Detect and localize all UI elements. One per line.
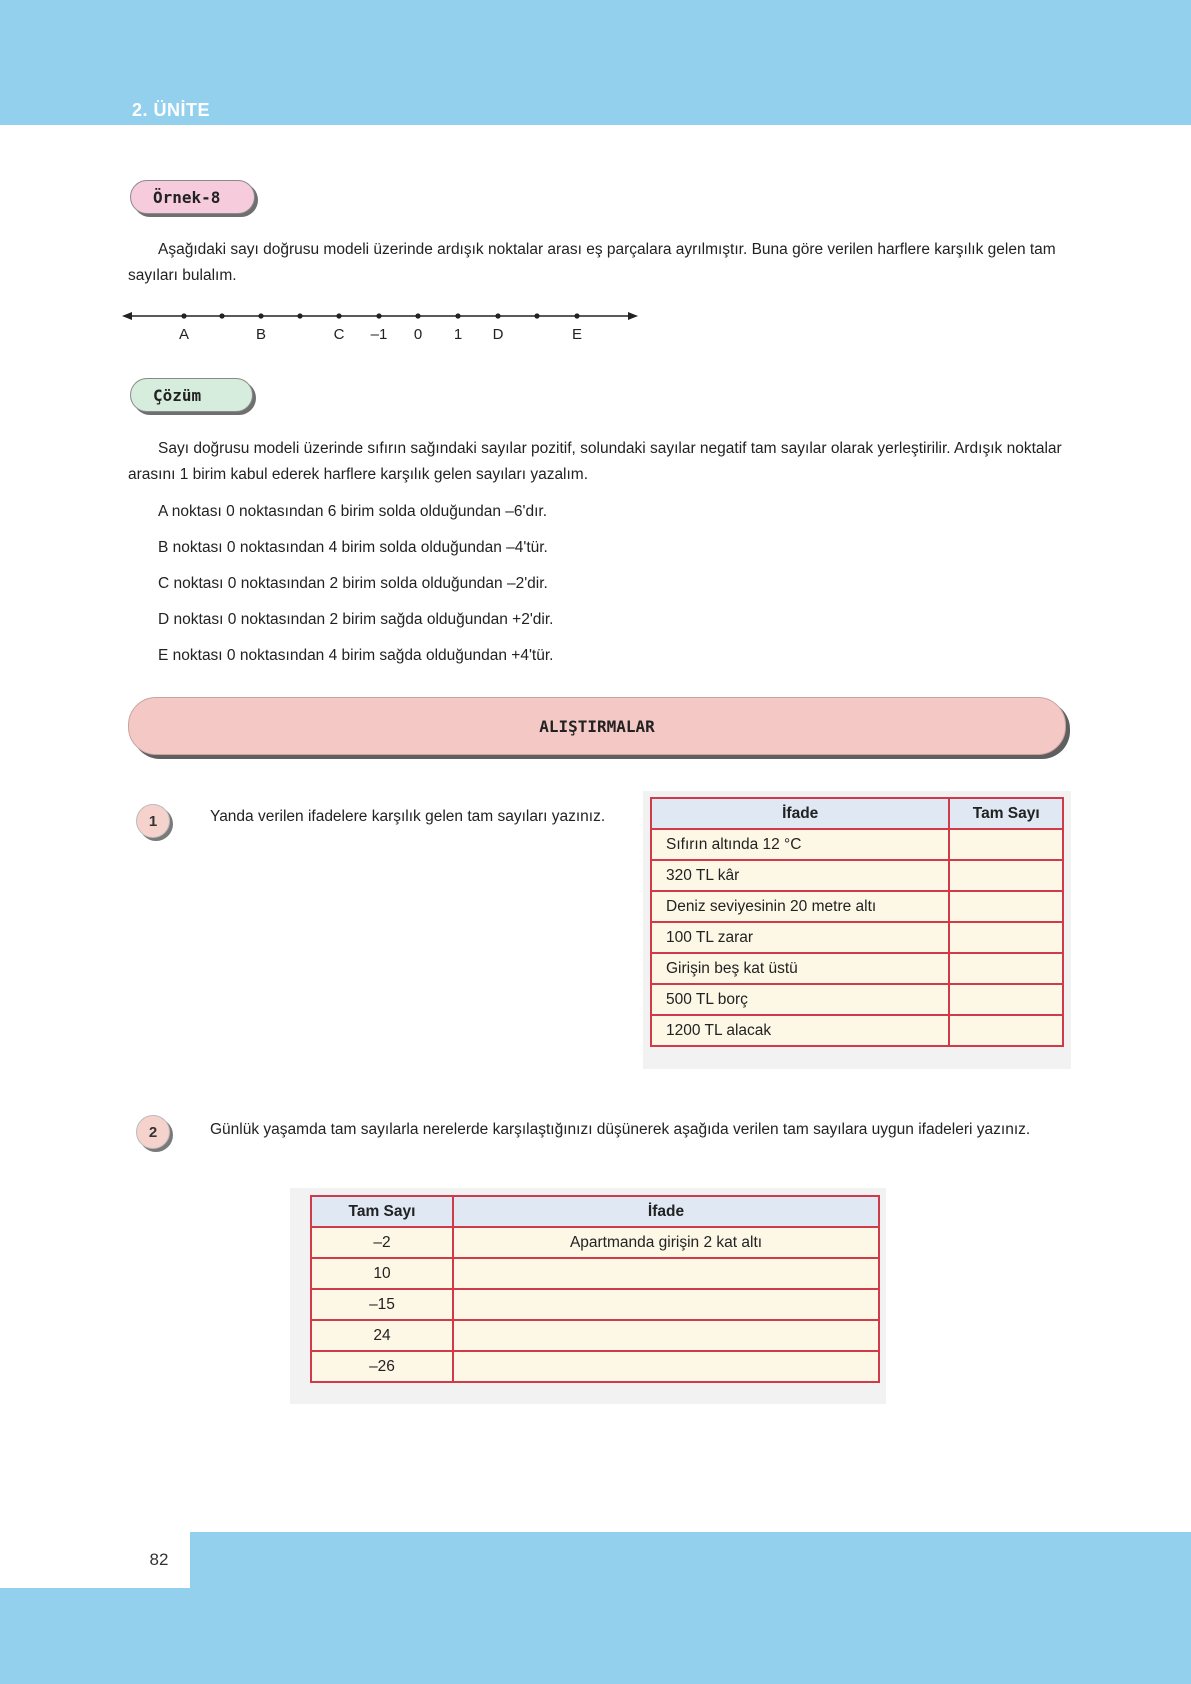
example-tag: Örnek-8: [130, 180, 255, 214]
answer-cell[interactable]: [949, 1015, 1063, 1046]
question-1-text: Yanda verilen ifadelere karşılık gelen tam sayıları yazınız.: [210, 808, 606, 825]
answer-cell[interactable]: [949, 891, 1063, 922]
table-row: 320 TL kâr: [651, 860, 949, 891]
table-row: Sıfırın altında 12 °C: [651, 829, 949, 860]
nl-label-c: C: [333, 326, 345, 343]
expression-cell[interactable]: [453, 1351, 879, 1382]
nl-label-e: E: [571, 326, 583, 343]
answer-cell[interactable]: [949, 829, 1063, 860]
table-row: 1200 TL alacak: [651, 1015, 949, 1046]
number-line: [122, 300, 642, 350]
integer-cell: –15: [311, 1289, 453, 1320]
question-2-text: Günlük yaşamda tam sayılarla nerelerde karşılaştığınızı düşünerek aşağıda verilen tam sayılara uygun ifadeleri yazınız.: [210, 1121, 1031, 1138]
integer-cell: –2: [311, 1227, 453, 1258]
expression-cell[interactable]: [453, 1320, 879, 1351]
table-2-header-int: Tam Sayı: [311, 1196, 453, 1227]
expression-cell[interactable]: Apartmanda girişin 2 kat altı: [453, 1227, 879, 1258]
expression-table: [650, 797, 1064, 1047]
nl-label-minus1: –1: [370, 326, 388, 343]
expression-cell[interactable]: [453, 1289, 879, 1320]
integer-cell: 10: [311, 1258, 453, 1289]
nl-label-1: 1: [453, 326, 463, 343]
question-1-number: 1: [136, 804, 170, 838]
solution-line: C noktası 0 noktasından 2 birim solda olduğundan –2'dir.: [158, 575, 548, 592]
table-1-header-int: Tam Sayı: [949, 798, 1063, 829]
integer-cell: 24: [311, 1320, 453, 1351]
solution-line: E noktası 0 noktasından 4 birim sağda olduğundan +4'tür.: [158, 647, 554, 664]
page-number: 82: [133, 1534, 185, 1586]
table-row: 500 TL borç: [651, 984, 949, 1015]
expression-cell[interactable]: [453, 1258, 879, 1289]
question-2-number: 2: [136, 1115, 170, 1149]
table-row: 100 TL zarar: [651, 922, 949, 953]
solution-line: B noktası 0 noktasından 4 birim solda olduğundan –4'tür.: [158, 539, 548, 556]
solution-intro: Sayı doğrusu modeli üzerinde sıfırın sağındaki sayılar pozitif, solundaki sayılar negatif tam sayılar olarak yerleştirilir. Ardışık noktalar arasını 1 birim kabul ederek harflere karşılık gelen sayıları yazalım.: [128, 440, 1062, 483]
answer-cell[interactable]: [949, 922, 1063, 953]
answer-cell[interactable]: [949, 984, 1063, 1015]
nl-label-b: B: [255, 326, 267, 343]
nl-label-d: D: [492, 326, 504, 343]
unit-label: 2. ÜNİTE: [132, 100, 211, 120]
integer-cell: –26: [311, 1351, 453, 1382]
answer-cell[interactable]: [949, 860, 1063, 891]
solution-line: A noktası 0 noktasından 6 birim solda olduğundan –6'dır.: [158, 503, 548, 520]
exercises-banner: ALIŞTIRMALAR: [128, 697, 1066, 755]
table-1-header-expr: İfade: [651, 798, 949, 829]
nl-label-a: A: [178, 326, 190, 343]
solution-tag: Çözüm: [130, 378, 253, 412]
table-2-header-expr: İfade: [453, 1196, 879, 1227]
nl-label-0: 0: [413, 326, 423, 343]
table-row: Deniz seviyesinin 20 metre altı: [651, 891, 949, 922]
table-row: Girişin beş kat üstü: [651, 953, 949, 984]
example-text: Aşağıdaki sayı doğrusu modeli üzerinde ardışık noktalar arası eş parçalara ayrılmıştır. Buna göre verilen harflere karşılık gelen tam sayıları bulalım.: [128, 241, 1056, 284]
solution-line: D noktası 0 noktasından 2 birim sağda olduğundan +2'dir.: [158, 611, 554, 628]
integer-table: [310, 1195, 880, 1383]
answer-cell[interactable]: [949, 953, 1063, 984]
